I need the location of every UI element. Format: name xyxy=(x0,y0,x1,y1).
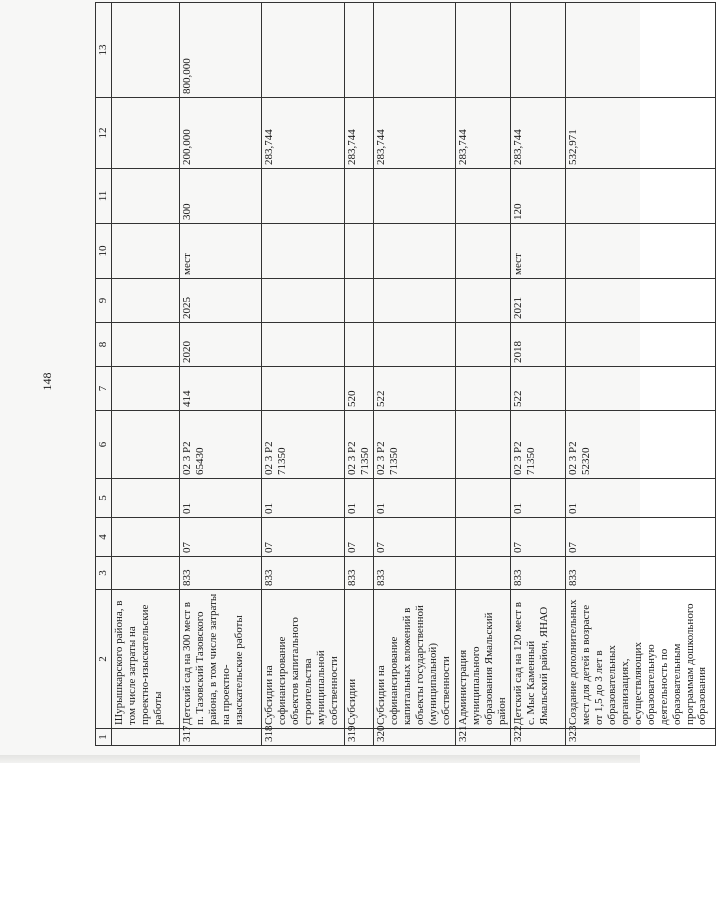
unit-cell xyxy=(344,224,373,279)
amount-cell: 200,000 xyxy=(179,98,261,169)
start-year-cell xyxy=(261,323,344,367)
column-header: 10 xyxy=(96,224,112,279)
column-header: 11 xyxy=(96,169,112,224)
amount-next-cell xyxy=(111,3,179,98)
amount-cell: 283,744 xyxy=(373,98,455,169)
unit-cell: мест xyxy=(510,224,565,279)
section-code-cell: 07 xyxy=(510,518,565,557)
start-year-cell xyxy=(111,323,179,367)
end-year-cell: 2025 xyxy=(179,279,261,323)
item-name-cell: Детский сад на 120 мест в с. Мыс Каменный Ямальский район, ЯНАО xyxy=(510,590,565,729)
item-name-cell: Администрация муниципального образования Ямальский район xyxy=(455,590,510,729)
table-row xyxy=(261,3,344,746)
end-year-cell xyxy=(261,279,344,323)
amount-next-cell: 800,000 xyxy=(179,3,261,98)
expense-type-code-cell: 522 xyxy=(373,367,455,411)
amount-next-cell xyxy=(455,3,510,98)
table-row xyxy=(111,3,179,746)
start-year-cell: 2018 xyxy=(510,323,565,367)
section-code-cell: 07 xyxy=(373,518,455,557)
column-header: 12 xyxy=(96,98,112,169)
item-name-cell: Шурышкарского района, в том числе затраты на проектно-изыскательские работы xyxy=(111,590,179,729)
capacity-cell xyxy=(111,169,179,224)
subsection-code-cell: 01 xyxy=(344,479,373,518)
row-number-cell: 319 xyxy=(344,729,373,746)
subsection-code-cell: 01 xyxy=(261,479,344,518)
subsection-code-cell xyxy=(455,479,510,518)
item-name-cell: Субсидии на софинансирование объектов капитального строительства муниципальной собственности xyxy=(261,590,344,729)
item-name-cell: Создание дополнительных мест для детей в возрасте от 1,5 до 3 лет в образовательных организациях, осуществляющих образовательную деятельность по образовательным программам дошкольного образования xyxy=(565,590,715,729)
column-header: 7 xyxy=(96,367,112,411)
amount-next-cell xyxy=(565,3,715,98)
column-header: 1 xyxy=(96,729,112,746)
amount-next-cell xyxy=(344,3,373,98)
item-name-cell: Субсидии на софинансирование капитальных вложений в объекты государственной (муниципальной) собственности xyxy=(373,590,455,729)
start-year-cell: 2020 xyxy=(179,323,261,367)
capacity-cell: 120 xyxy=(510,169,565,224)
row-number-cell xyxy=(111,729,179,746)
table-row xyxy=(344,3,373,746)
amount-cell: 283,744 xyxy=(510,98,565,169)
expense-type-code-cell: 522 xyxy=(510,367,565,411)
row-number-cell: 317 xyxy=(179,729,261,746)
target-item-code-cell: 02 3 P2 71350 xyxy=(373,411,455,479)
start-year-cell xyxy=(455,323,510,367)
amount-cell: 532,971 xyxy=(565,98,715,169)
end-year-cell xyxy=(565,279,715,323)
section-code-cell: 07 xyxy=(344,518,373,557)
agency-code-cell: 833 xyxy=(565,557,715,590)
target-item-code-cell: 02 3 P2 52320 xyxy=(565,411,715,479)
capacity-cell xyxy=(344,169,373,224)
capacity-cell xyxy=(455,169,510,224)
agency-code-cell: 833 xyxy=(373,557,455,590)
section-code-cell: 07 xyxy=(565,518,715,557)
amount-cell: 283,744 xyxy=(344,98,373,169)
subsection-code-cell: 01 xyxy=(179,479,261,518)
expense-type-code-cell xyxy=(261,367,344,411)
unit-cell xyxy=(111,224,179,279)
start-year-cell xyxy=(373,323,455,367)
agency-code-cell: 833 xyxy=(344,557,373,590)
row-number-cell: 321 xyxy=(455,729,510,746)
column-header: 5 xyxy=(96,479,112,518)
end-year-cell xyxy=(111,279,179,323)
capacity-cell xyxy=(565,169,715,224)
page-number: 148 xyxy=(40,372,54,391)
start-year-cell xyxy=(344,323,373,367)
section-code-cell: 07 xyxy=(179,518,261,557)
target-item-code-cell: 02 3 P2 71350 xyxy=(261,411,344,479)
column-header: 13 xyxy=(96,3,112,98)
target-item-code-cell: 02 3 P2 71350 xyxy=(344,411,373,479)
column-header: 4 xyxy=(96,518,112,557)
column-header: 2 xyxy=(96,590,112,729)
table-row xyxy=(455,3,510,746)
amount-cell: 283,744 xyxy=(455,98,510,169)
budget-table xyxy=(95,2,716,746)
agency-code-cell: 833 xyxy=(510,557,565,590)
start-year-cell xyxy=(565,323,715,367)
unit-cell xyxy=(373,224,455,279)
subsection-code-cell: 01 xyxy=(565,479,715,518)
column-header: 9 xyxy=(96,279,112,323)
agency-code-cell xyxy=(111,557,179,590)
row-number-cell: 318 xyxy=(261,729,344,746)
table-row xyxy=(179,3,261,746)
section-code-cell xyxy=(455,518,510,557)
amount-cell: 283,744 xyxy=(261,98,344,169)
expense-type-code-cell xyxy=(111,367,179,411)
amount-next-cell xyxy=(261,3,344,98)
column-header: 6 xyxy=(96,411,112,479)
unit-cell xyxy=(261,224,344,279)
row-number-cell: 320 xyxy=(373,729,455,746)
agency-code-cell xyxy=(455,557,510,590)
item-name-cell: Детский сад на 300 мест в п. Тазовский Тазовского района, в том числе затраты на проектно-изыскательские работы xyxy=(179,590,261,729)
subsection-code-cell xyxy=(111,479,179,518)
unit-cell: мест xyxy=(179,224,261,279)
subsection-code-cell: 01 xyxy=(373,479,455,518)
expense-type-code-cell xyxy=(455,367,510,411)
amount-next-cell xyxy=(510,3,565,98)
column-header: 3 xyxy=(96,557,112,590)
header-row xyxy=(96,3,112,746)
end-year-cell xyxy=(455,279,510,323)
target-item-code-cell: 02 3 P2 71350 xyxy=(510,411,565,479)
unit-cell xyxy=(565,224,715,279)
column-header: 8 xyxy=(96,323,112,367)
capacity-cell: 300 xyxy=(179,169,261,224)
expense-type-code-cell: 520 xyxy=(344,367,373,411)
expense-type-code-cell: 414 xyxy=(179,367,261,411)
table-row xyxy=(565,3,715,746)
item-name-cell: Субсидии xyxy=(344,590,373,729)
expense-type-code-cell xyxy=(565,367,715,411)
unit-cell xyxy=(455,224,510,279)
capacity-cell xyxy=(373,169,455,224)
capacity-cell xyxy=(261,169,344,224)
row-number-cell: 323 xyxy=(565,729,715,746)
target-item-code-cell: 02 3 P2 65430 xyxy=(179,411,261,479)
target-item-code-cell xyxy=(111,411,179,479)
target-item-code-cell xyxy=(455,411,510,479)
subsection-code-cell: 01 xyxy=(510,479,565,518)
agency-code-cell: 833 xyxy=(179,557,261,590)
section-code-cell: 07 xyxy=(261,518,344,557)
end-year-cell: 2021 xyxy=(510,279,565,323)
row-number-cell: 322 xyxy=(510,729,565,746)
amount-cell xyxy=(111,98,179,169)
section-code-cell xyxy=(111,518,179,557)
agency-code-cell: 833 xyxy=(261,557,344,590)
amount-next-cell xyxy=(373,3,455,98)
end-year-cell xyxy=(344,279,373,323)
table-row xyxy=(510,3,565,746)
table-row xyxy=(373,3,455,746)
end-year-cell xyxy=(373,279,455,323)
